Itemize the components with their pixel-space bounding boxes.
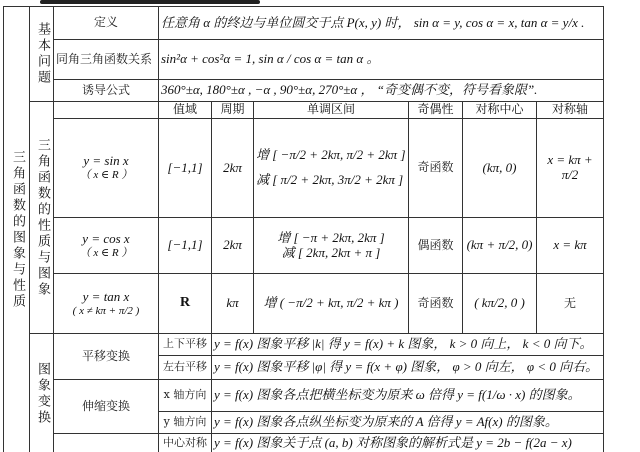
sin-function: y = sin x （ x ∈ R ） xyxy=(54,119,159,218)
group-transform: 图象变换 xyxy=(30,334,54,452)
header-range: 值域 xyxy=(159,102,212,119)
cos-center: (kπ + π/2, 0) xyxy=(463,218,537,274)
transform-symmetry-label xyxy=(54,434,159,452)
transform-symmetry-center-content: y = f(x) 图象关于点 (a, b) 对称图象的解析式是 y = 2b − f(2a − x) xyxy=(212,434,604,452)
tan-center: ( kπ/2, 0 ) xyxy=(463,274,537,334)
row-definition-content: 任意角 α 的终边与单位圆交于点 P(x, y) 时， sin α = y, cos α = x, tan α = y/x . xyxy=(159,7,604,40)
tan-function: y = tan x ( x ≠ kπ + π/2 ) xyxy=(54,274,159,334)
header-center: 对称中心 xyxy=(463,102,537,119)
header-period: 周期 xyxy=(212,102,254,119)
transform-shift-vertical-content: y = f(x) 图象平移 |k| 得 y = f(x) + k 图象， k > 0 向上， k < 0 向下。 xyxy=(212,334,604,356)
sin-center: (kπ, 0) xyxy=(463,119,537,218)
row-identity-content: sin²α + cos²α = 1, sin α / cos α = tan α 。 xyxy=(159,40,604,80)
sin-axis: x = kπ + π/2 xyxy=(537,119,604,218)
transform-stretch-y-content: y = f(x) 图象各点纵坐标变为原来的 A 倍得 y = Af(x) 的图象。 xyxy=(212,412,604,434)
sin-range: [−1,1] xyxy=(159,119,212,218)
transform-stretch-x-label: x 轴方向 xyxy=(159,380,212,412)
row-induction-content: 360°±α, 180°±α , −α , 90°±α, 270°±α ， “奇变偶不变，符号看象限”. xyxy=(159,80,604,102)
section-title: 三角函数的图象与性质 xyxy=(4,7,30,452)
tan-parity: 奇函数 xyxy=(409,274,463,334)
transform-shift-vertical-label: 上下平移 xyxy=(159,334,212,356)
row-definition-label: 定义 xyxy=(54,7,159,40)
group-basic: 基本问题 xyxy=(30,7,54,102)
transform-symmetry-center-label: 中心对称 xyxy=(159,434,212,452)
row-induction-label: 诱导公式 xyxy=(54,80,159,102)
transform-stretch-x-content: y = f(x) 图象各点把横坐标变为原来 ω 倍得 y = f(1/ω · x) 的图象。 xyxy=(212,380,604,412)
transform-shift-horizontal-label: 左右平移 xyxy=(159,356,212,380)
transform-shift-horizontal-content: y = f(x) 图象平移 |φ| 得 y = f(x + φ) 图象， φ > 0 向左， φ < 0 向右。 xyxy=(212,356,604,380)
cos-function: y = cos x （ x ∈ R ） xyxy=(54,218,159,274)
transform-stretch-y-label: y 轴方向 xyxy=(159,412,212,434)
tan-range: R xyxy=(159,274,212,334)
tan-monotonic: 增 ( −π/2 + kπ, π/2 + kπ ) xyxy=(254,274,409,334)
cos-parity: 偶函数 xyxy=(409,218,463,274)
sin-parity: 奇函数 xyxy=(409,119,463,218)
cos-monotonic: 增 [ −π + 2kπ, 2kπ ] 减 [ 2kπ, 2kπ + π ] xyxy=(254,218,409,274)
tan-axis: 无 xyxy=(537,274,604,334)
cos-axis: x = kπ xyxy=(537,218,604,274)
header-axis: 对称轴 xyxy=(537,102,604,119)
row-identity-label: 同角三角函数关系 xyxy=(54,40,159,80)
header-parity: 奇偶性 xyxy=(409,102,463,119)
top-edge-strip xyxy=(40,0,260,4)
tan-period: kπ xyxy=(212,274,254,334)
group-properties: 三角函数的性质与图象 xyxy=(30,102,54,334)
transform-shift-label: 平移变换 xyxy=(54,334,159,380)
sin-monotonic: 增 [ −π/2 + 2kπ, π/2 + 2kπ ] 减 [ π/2 + 2kπ, 3π/2 + 2kπ ] xyxy=(254,119,409,218)
transform-stretch-label: 伸缩变换 xyxy=(54,380,159,434)
cos-range: [−1,1] xyxy=(159,218,212,274)
sin-period: 2kπ xyxy=(212,119,254,218)
header-monotonic: 单调区间 xyxy=(254,102,409,119)
trig-summary-table xyxy=(3,6,604,452)
cos-period: 2kπ xyxy=(212,218,254,274)
header-function xyxy=(54,102,159,119)
